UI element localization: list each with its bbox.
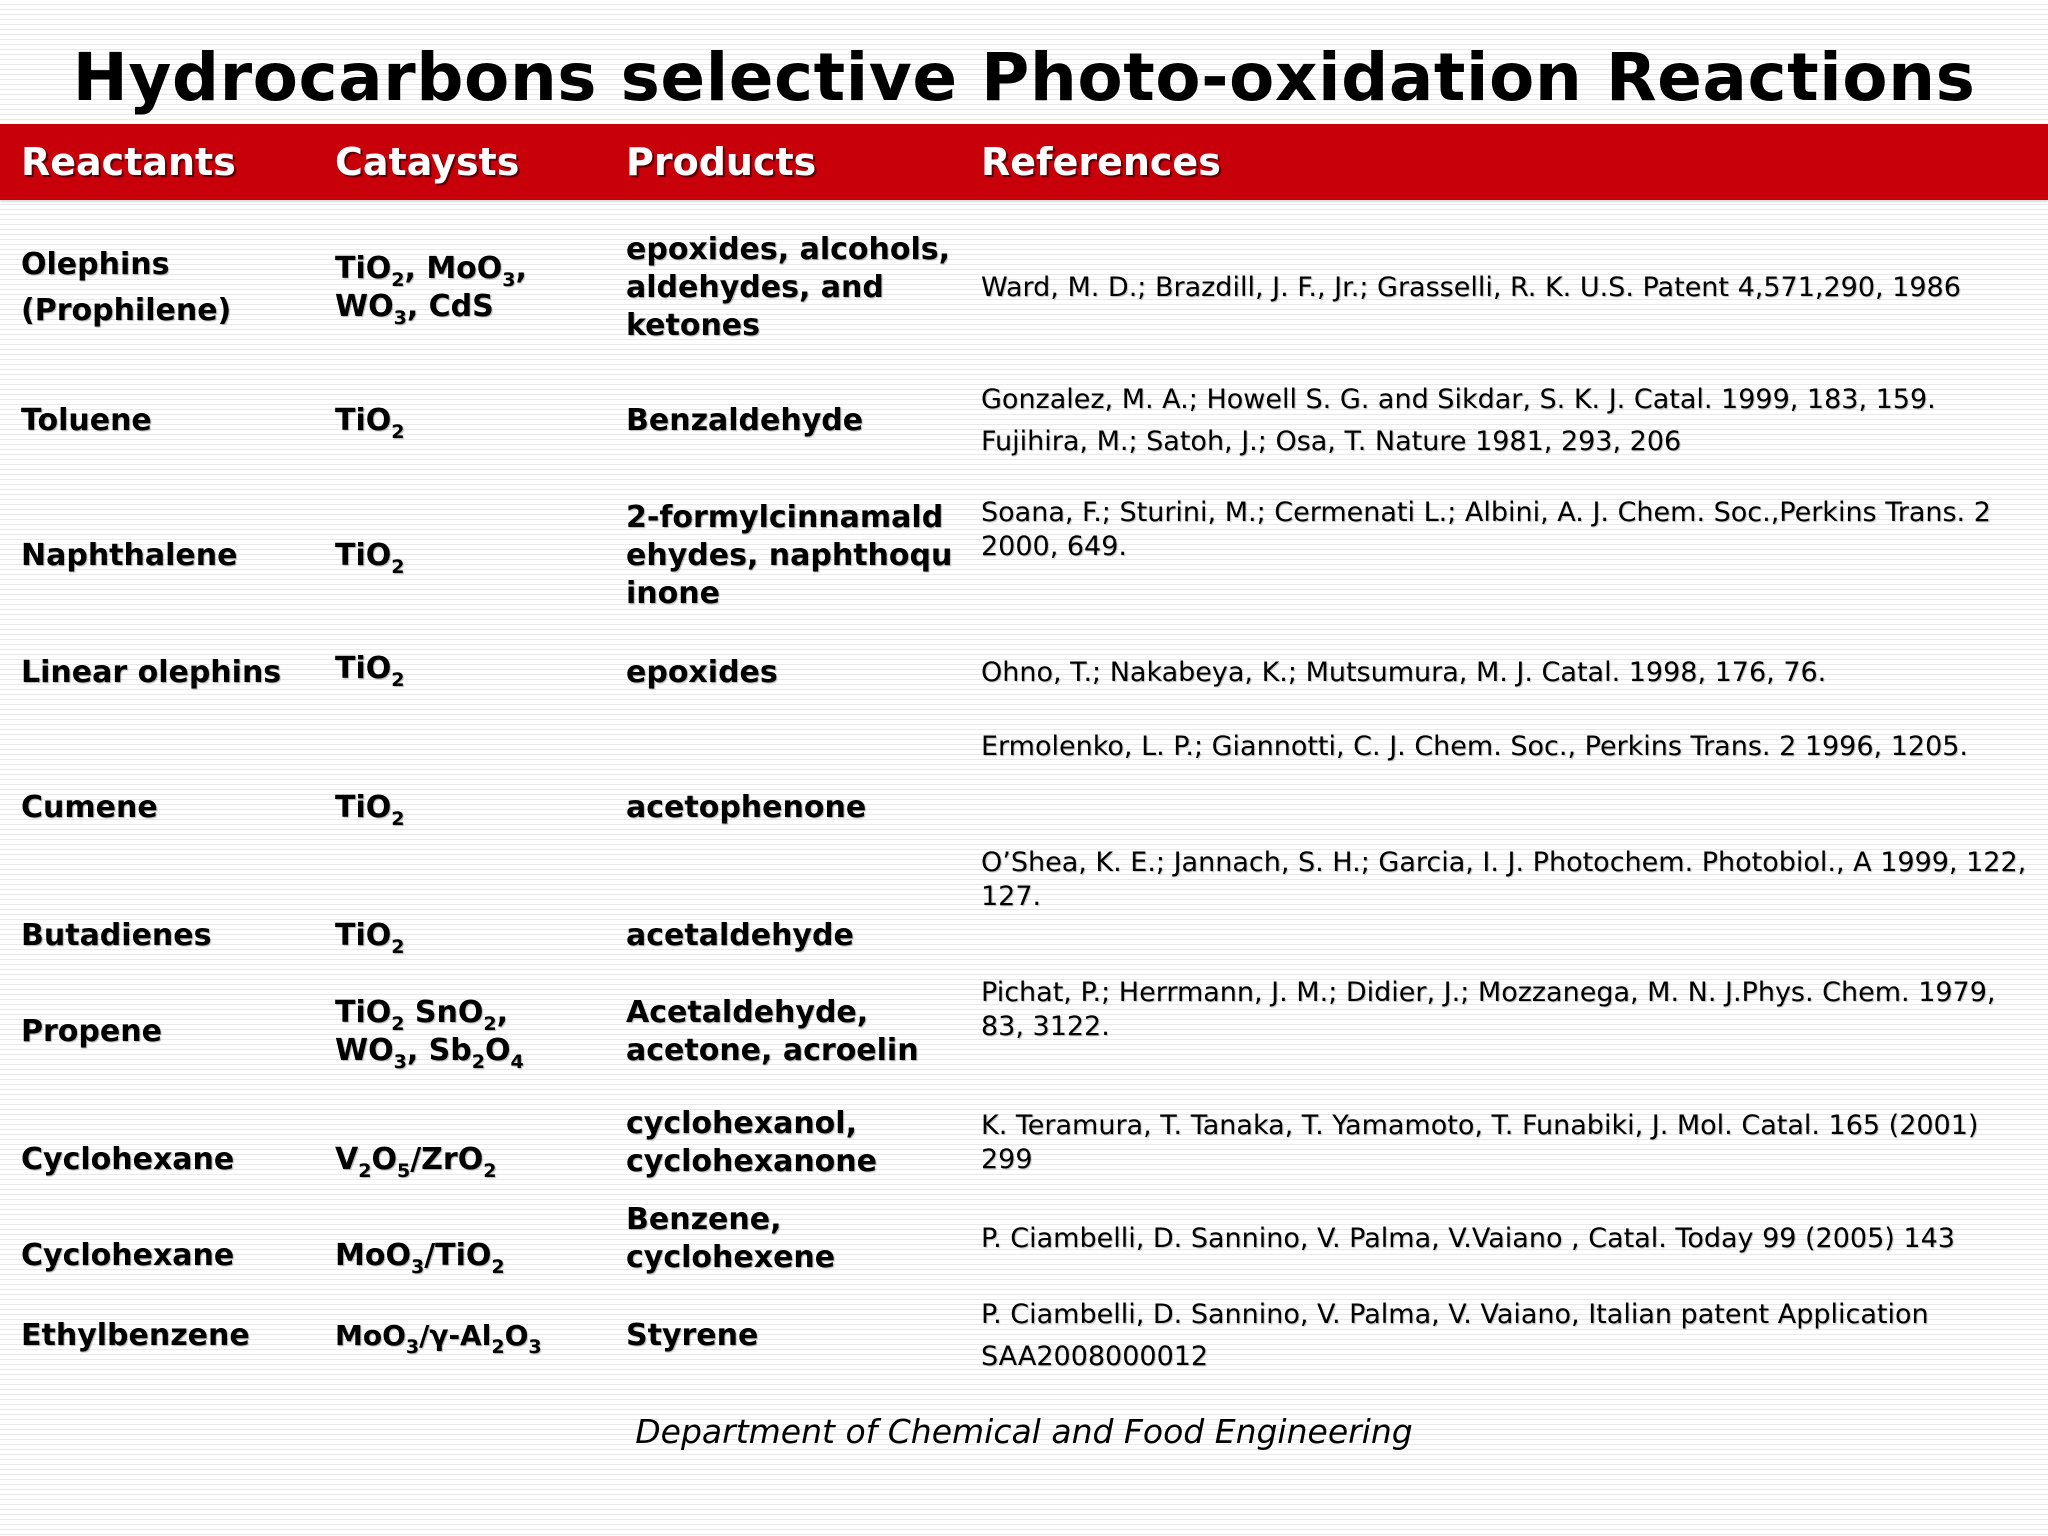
table-row [0, 650, 2048, 696]
reference-cell [981, 1222, 1955, 1256]
reference-line: Ohno, T.; Nakabeya, K.; Mutsumura, M. J. Catal. 1998, 176, 76. [981, 657, 1827, 688]
catalyst-cell [335, 1317, 542, 1358]
catalyst-formula-line: TiO$_2$, MoO$_3$, [335, 250, 527, 291]
products-cell: epoxides [626, 655, 778, 690]
reference-line: K. Teramura, T. Tanaka, T. Yamamoto, T. Funabiki, J. Mol. Catal. 165 (2001) 299 [981, 1110, 1979, 1175]
reactant-cell: Naphthalene [21, 537, 238, 573]
table-row [0, 478, 2048, 633]
reference-line: SAA2008000012 [981, 1341, 1209, 1372]
reference-cell [981, 656, 1826, 690]
reference-line: Gonzalez, M. A.; Howell S. G. and Sikdar, S. K. J. Catal. 1999, 183, 159. [981, 384, 1936, 415]
reactant-cell: Linear olephins [21, 655, 282, 690]
reference-cell [981, 1294, 1929, 1378]
catalyst-formula-line: $MoO_3/\gamma-Al_2O_3$ [335, 1319, 542, 1358]
reactant-cell: Ethylbenzene [21, 1318, 250, 1353]
formula-subscript: 3 [410, 1256, 425, 1278]
catalyst-cell [335, 994, 524, 1073]
table-row [0, 712, 2048, 830]
catalyst-cell [335, 402, 405, 443]
catalyst-formula-line: TiO$_2$ SnO$_2$, [335, 995, 509, 1035]
reference-cell [981, 271, 1961, 305]
catalyst-formula-line: MoO$_3$/TiO$_2$ [335, 1238, 505, 1278]
catalyst-cell [335, 537, 405, 578]
reference-cell [981, 379, 1936, 463]
header-catalysts: Cataysts [335, 140, 520, 184]
formula-subscript: 3 [393, 306, 407, 329]
catalyst-formula-line: $V_2O_5/ZrO_2$ [335, 1142, 497, 1182]
catalyst-formula-line: $WO_3$, $Sb_2O_4$ [335, 1033, 524, 1073]
products-cell: 2-formylcinnamaldehydes, naphthoquinone [626, 499, 953, 611]
formula-subscript: 2 [391, 421, 405, 443]
formula-subscript: 5 [396, 1160, 411, 1182]
formula-subscript: 2 [391, 669, 405, 691]
catalyst-cell [335, 789, 405, 830]
catalyst-cell [335, 1141, 497, 1182]
slide-title: Hydrocarbons selective Photo-oxidation Reactions [72, 39, 1976, 116]
products-cell: epoxides, alcohols, aldehydes, and ketones [626, 231, 951, 343]
reference-cell [981, 1109, 2031, 1177]
formula-subscript: 2 [391, 555, 405, 578]
reactant-cell: Cyclohexane [21, 1142, 235, 1177]
formula-subscript: 3 [528, 1336, 542, 1358]
formula-subscript: 2 [471, 1051, 485, 1073]
header-reactants: Reactants [21, 140, 236, 184]
footer-department: Department of Chemical and Food Engineering [635, 1412, 1413, 1451]
reactant-cell: Olephins (Prophilene) [21, 246, 232, 328]
table-row [0, 845, 2048, 958]
reactant-cell: Toluene [21, 403, 152, 438]
formula-subscript: 2 [391, 936, 405, 958]
catalyst-formula-line: TiO$_2$ [335, 537, 405, 578]
catalyst-cell [335, 1237, 505, 1278]
reactant-cell: Propene [21, 1014, 162, 1049]
reference-cell [981, 976, 2031, 1044]
formula-subscript: 2 [391, 268, 405, 291]
table-row [0, 210, 2048, 365]
products-cell: Acetaldehyde, acetone, acroelin [626, 995, 919, 1068]
reference-line: P. Ciambelli, D. Sannino, V. Palma, V.Vaiano , Catal. Today 99 (2005) 143 [981, 1223, 1955, 1254]
table-row [0, 1202, 2048, 1278]
formula-subscript: 2 [491, 1256, 505, 1278]
formula-subscript: 2 [483, 1013, 497, 1035]
formula-subscript: 4 [510, 1051, 524, 1073]
reference-cell [981, 730, 1968, 764]
catalyst-formula-line: TiO$_2$ [335, 918, 405, 958]
table-header-bar [0, 124, 2048, 200]
formula-subscript: 2 [358, 1160, 372, 1182]
formula-subscript: 2 [391, 808, 405, 830]
reference-line: Fujihira, M.; Satoh, J.; Osa, T. Nature 1981, 293, 206 [981, 426, 1682, 457]
header-products: Products [626, 140, 817, 184]
products-cell: acetaldehyde [626, 918, 854, 953]
reference-line: P. Ciambelli, D. Sannino, V. Palma, V. Vaiano, Italian patent Application [981, 1299, 1929, 1330]
formula-subscript: 2 [491, 1336, 505, 1358]
reference-line: Pichat, P.; Herrmann, J. M.; Didier, J.; Mozzanega, M. N. J.Phys. Chem. 1979, 83, 3122. [981, 977, 1996, 1042]
products-cell: cyclohexanol, cyclohexanone [626, 1106, 877, 1179]
formula-subscript: 2 [391, 1013, 405, 1035]
reference-cell [981, 846, 2031, 914]
reference-line: O’Shea, K. E.; Jannach, S. H.; Garcia, I. J. Photochem. Photobiol., A 1999, 122, 127. [981, 847, 2027, 912]
products-cell: acetophenone [626, 790, 867, 825]
footer [0, 1410, 2048, 1454]
products-cell: Styrene [626, 1318, 759, 1353]
table-row [0, 1297, 2048, 1375]
catalyst-cell [335, 250, 527, 329]
catalyst-cell [335, 650, 405, 691]
catalyst-formula-line: TiO$_2$ [335, 651, 405, 691]
reference-line: Ward, M. D.; Brazdill, J. F., Jr.; Grasselli, R. K. U.S. Patent 4,571,290, 1986 [981, 271, 1961, 303]
reactant-cell: Cyclohexane [21, 1238, 235, 1273]
products-cell: Benzaldehyde [626, 403, 864, 438]
table-row [0, 976, 2048, 1088]
header-references: References [981, 140, 1221, 184]
formula-subscript: 3 [393, 1051, 407, 1073]
reference-line: Soana, F.; Sturini, M.; Cermenati L.; Albini, A. J. Chem. Soc.,Perkins Trans. 2 2000, 649. [981, 497, 1991, 562]
catalyst-formula-line: $WO_3$, CdS [335, 288, 494, 329]
reactant-cell: Butadienes [21, 918, 212, 953]
reference-cell [981, 496, 2031, 564]
formula-subscript: 2 [483, 1160, 497, 1182]
products-cell: Benzene, cyclohexene [626, 1202, 836, 1275]
catalyst-formula-line: TiO$_2$ [335, 403, 405, 443]
formula-subscript: 3 [405, 1336, 420, 1358]
reference-line: Ermolenko, L. P.; Giannotti, C. J. Chem. Soc., Perkins Trans. 2 1996, 1205. [981, 731, 1969, 762]
reactant-cell: Cumene [21, 790, 158, 825]
catalyst-cell [335, 917, 405, 958]
catalyst-formula-line: TiO$_2$ [335, 790, 405, 830]
table-row [0, 1106, 2048, 1182]
table-row [0, 378, 2048, 464]
formula-subscript: 3 [502, 268, 516, 291]
